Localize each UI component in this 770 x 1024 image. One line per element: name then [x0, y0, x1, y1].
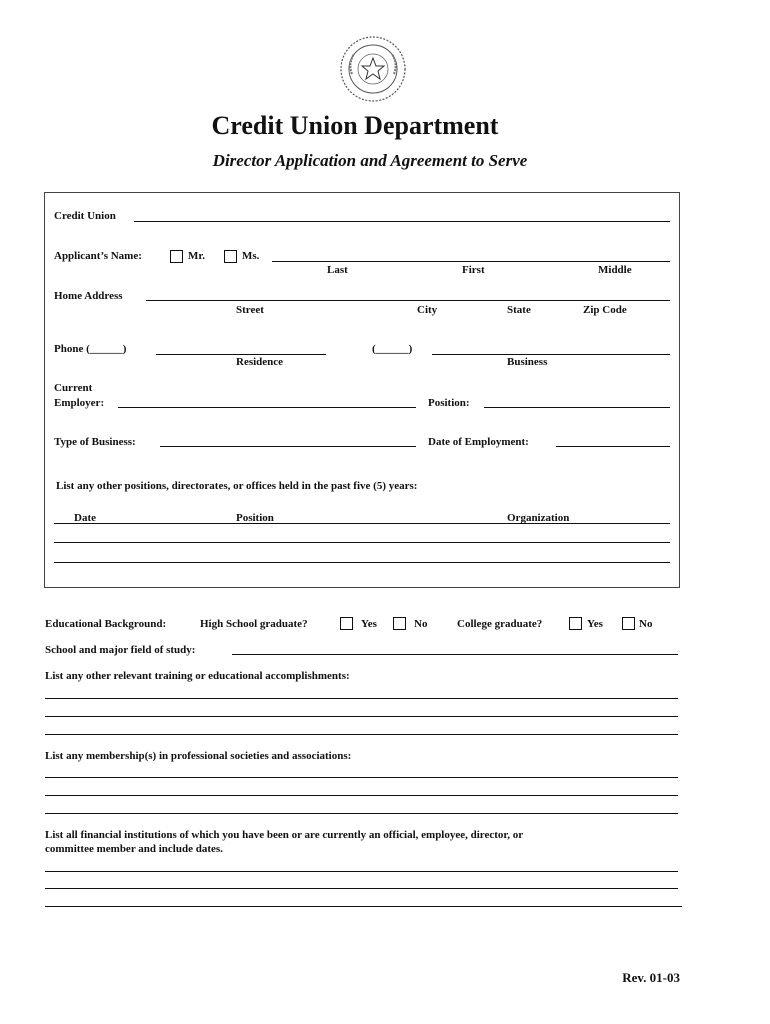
college-question: College graduate?	[457, 618, 543, 630]
training-label: List any other relevant training or educational accomplishments:	[45, 670, 350, 682]
business-phone-field[interactable]	[432, 354, 670, 355]
college-yes-label: Yes	[587, 618, 603, 630]
address-part-zip: Zip Code	[583, 304, 627, 316]
financial-line-2[interactable]	[45, 888, 678, 889]
residence-phone-field[interactable]	[156, 354, 326, 355]
date-of-employment-field[interactable]	[556, 446, 670, 447]
page-title: Credit Union Department	[211, 111, 499, 140]
business-label: Business	[507, 356, 548, 368]
position-field[interactable]	[484, 407, 670, 408]
positions-header-line	[54, 523, 670, 524]
table-header-date: Date	[74, 512, 96, 524]
hs-yes-label: Yes	[361, 618, 377, 630]
college-no-label: No	[639, 618, 653, 630]
type-of-business-label: Type of Business:	[54, 436, 136, 448]
school-field-label: School and major field of study:	[45, 644, 196, 656]
education-label: Educational Background:	[45, 618, 167, 630]
date-of-employment-label: Date of Employment:	[428, 436, 529, 448]
home-address-label: Home Address	[54, 290, 123, 302]
employer-label: Employer:	[54, 397, 105, 409]
hs-yes-checkbox[interactable]	[340, 617, 353, 630]
residence-label: Residence	[236, 356, 284, 368]
applicant-name-field[interactable]	[272, 261, 670, 262]
name-part-middle: Middle	[598, 264, 632, 276]
college-yes-checkbox[interactable]	[569, 617, 582, 630]
type-of-business-field[interactable]	[160, 446, 416, 447]
name-part-first: First	[462, 264, 485, 276]
training-line-2[interactable]	[45, 716, 678, 717]
applicant-name-label: Applicant’s Name:	[54, 250, 142, 262]
college-no-checkbox[interactable]	[622, 617, 635, 630]
membership-label: List any membership(s) in professional societies and associations:	[45, 750, 352, 762]
financial-label-line-1: List all financial institutions of which you have been or are currently an official, employee, director, or	[45, 829, 524, 841]
ms-label: Ms.	[242, 250, 260, 262]
school-field-input[interactable]	[232, 654, 678, 655]
high-school-question: High School graduate?	[200, 618, 308, 630]
financial-line-1[interactable]	[45, 871, 678, 872]
mr-label: Mr.	[188, 250, 206, 262]
position-label: Position:	[428, 397, 470, 409]
mr-checkbox[interactable]	[170, 250, 183, 263]
name-part-last: Last	[327, 264, 348, 276]
training-line-3[interactable]	[45, 734, 678, 735]
credit-union-field[interactable]	[134, 221, 670, 222]
membership-line-2[interactable]	[45, 795, 678, 796]
address-part-city: City	[417, 304, 438, 316]
business-phone-paren: (______)	[372, 343, 413, 355]
membership-line-1[interactable]	[45, 777, 678, 778]
list-positions-label: List any other positions, directorates, or offices held in the past five (5) years:	[56, 480, 418, 492]
phone-label: Phone (______)	[54, 343, 127, 355]
home-address-field[interactable]	[146, 300, 670, 301]
table-header-position: Position	[236, 512, 274, 524]
employer-field[interactable]	[118, 407, 416, 408]
financial-label-line-2: committee member and include dates.	[45, 843, 223, 855]
credit-union-label: Credit Union	[54, 210, 116, 222]
membership-line-3[interactable]	[45, 813, 678, 814]
training-line-1[interactable]	[45, 698, 678, 699]
hs-no-label: No	[414, 618, 428, 630]
page-subtitle: Director Application and Agreement to Serve	[212, 151, 528, 170]
positions-row-1[interactable]	[54, 542, 670, 543]
ms-checkbox[interactable]	[224, 250, 237, 263]
current-label: Current	[54, 382, 93, 394]
address-part-state: State	[507, 304, 531, 316]
hs-no-checkbox[interactable]	[393, 617, 406, 630]
positions-row-2[interactable]	[54, 562, 670, 563]
state-seal-icon	[338, 34, 408, 104]
revision-label: Rev. 01-03	[622, 970, 680, 985]
financial-line-3[interactable]	[45, 906, 682, 907]
table-header-organization: Organization	[507, 512, 570, 524]
address-part-street: Street	[236, 304, 264, 316]
